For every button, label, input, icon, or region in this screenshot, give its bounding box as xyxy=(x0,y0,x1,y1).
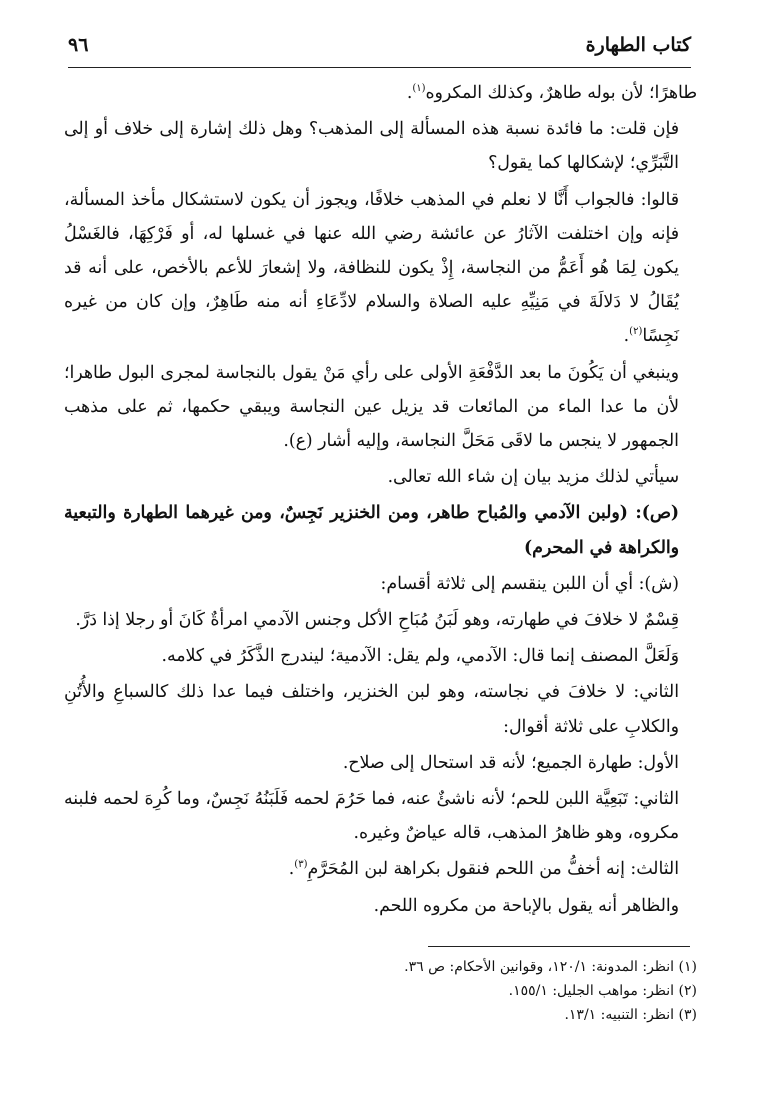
paragraph xyxy=(64,356,697,459)
paragraph-text: قالوا: فالجواب أَنَّا لا نعلم في المذهب خلافًا، ويجوز أن يكون لاستشكال مأخذ المسألة، فإنه وإن اختلفت الآثارُ عن عائشة رضي الله عنها في غسلها له، أو فَرْكِهَا، فالغَسْلُ يكون لِمَا هُو أَعَمُّ من النجاسة، إِذْ يكون للنظافة، ولا إشعارَ للأعم بالأخص، على أنه قد يُقَالُ لا دَلالَةَ في مَنِيِّهِ عليه الصلاة والسلام لادِّعَاءِ أنه منه طَاهِرٌ، وإن كان من غيره نَجِسًا xyxy=(64,189,679,347)
footnotes xyxy=(300,955,697,1027)
paragraph-text: وينبغي أن يَكُونَ ما بعد الدَّفْعَةِ الأولى على رأي مَنْ يقول بالنجاسة لمجرى البول طاهرا؛ لأن ما عدا الماء من المائعات قد يزيل عين النجاسة ويبقي حكمها، ثم على مذهب الجمهور لا ينجس ما لاقَى مَحَلَّ النجاسة، وإليه أشار (ع). xyxy=(64,362,679,452)
paragraph-text: (ش): أي أن اللبن ينقسم إلى ثلاثة أقسام: xyxy=(380,573,679,594)
paragraph-text: طاهرًا؛ لأن بوله طاهرٌ، وكذلك المكروه xyxy=(425,83,697,103)
footnote-reference: (٣) xyxy=(294,859,308,871)
paragraph xyxy=(64,639,697,673)
paragraph-text: والظاهر أنه يقول بالإباحة من مكروه اللحم. xyxy=(373,895,679,916)
paragraph-text: الأول: طهارة الجميع؛ لأنه قد استحال إلى صلاح. xyxy=(342,752,679,773)
paragraph xyxy=(64,496,697,564)
footnote: (٣) انظر: التنبيه: ١٣/١. xyxy=(564,1007,697,1023)
paragraph xyxy=(64,889,697,923)
paragraph xyxy=(64,852,697,886)
paragraph xyxy=(64,183,697,354)
footnote-reference: (٢) xyxy=(629,326,643,338)
paragraph-end-punctuation: . xyxy=(288,859,295,880)
footnote: (٢) انظر: مواهب الجليل: ١٥٥/١. xyxy=(508,983,697,999)
paragraph-text: وَلَعَلَّ المصنف إنما قال: الآدمي، ولم يقل: الآدمية؛ ليندرج الذَّكَرُ في كلامه. xyxy=(161,646,679,667)
paragraph xyxy=(64,675,697,743)
paragraph xyxy=(64,746,697,780)
paragraph-text: الثاني: لا خلافَ في نجاسته، وهو لبن الخنزير، واختلف فيما عدا ذلك كالسباعِ والأُتُنِ والكلابِ على ثلاثة أقوال: xyxy=(64,682,679,737)
paragraph-end-punctuation: . xyxy=(406,83,413,103)
paragraph xyxy=(64,460,697,494)
paragraph xyxy=(64,782,697,850)
page-header xyxy=(68,34,691,64)
paragraph-text: الثاني: تَبَعِيَّة اللبن للحم؛ لأنه ناشئٌ عنه، فما حَرُمَ لحمه فَلَبَنُهُ نَجِسٌ، وما كُرِهَ لحمه فلبنه مكروه، وهو ظاهرُ المذهب، قاله عياضٌ وغيره. xyxy=(64,789,679,844)
header-divider xyxy=(68,67,691,68)
paragraph xyxy=(64,112,697,180)
page-body xyxy=(64,76,697,925)
paragraph-text: الثالث: إنه أخفُّ من اللحم فنقول بكراهة لبن المُحَرَّمِ xyxy=(307,859,679,880)
paragraph-text: (ص): (ولبن الآدمي والمُباح طاهر، ومن الخنزير نَجِسٌ، ومن غيرهما الطهارة والتبعية والكراهة في المحرم) xyxy=(64,503,679,558)
page-number: ٩٦ xyxy=(68,34,89,56)
paragraph xyxy=(64,76,697,110)
paragraph-text: سيأتي لذلك مزيد بيان إن شاء الله تعالى. xyxy=(387,467,679,488)
footnote-reference: (١) xyxy=(412,83,426,95)
chapter-title: كتاب الطهارة xyxy=(585,34,691,56)
footnote: (١) انظر: المدونة: ١٢٠/١، وقوانين الأحكام: ص ٣٦. xyxy=(404,959,697,975)
paragraph-text: قِسْمٌ لا خلافَ في طهارته، وهو لَبَنُ مُبَاحِ الأكل وجنس الآدمي امرأةٌ كَانَ أو رجلا إذا دَرَّ. xyxy=(75,610,679,631)
paragraph xyxy=(64,603,697,637)
footnote-divider xyxy=(428,946,690,947)
paragraph xyxy=(64,567,697,601)
paragraph-text: فإن قلت: ما فائدة نسبة هذه المسألة إلى المذهب؟ وهل ذلك إشارة إلى خلاف أو إلى التَّبَرِّي؛ لإشكالها كما يقول؟ xyxy=(64,119,679,174)
paragraph-end-punctuation: . xyxy=(623,326,630,347)
